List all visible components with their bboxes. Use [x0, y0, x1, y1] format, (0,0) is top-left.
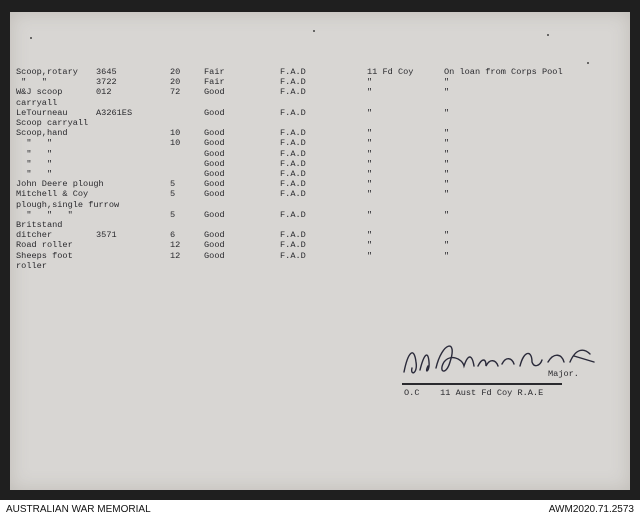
cell-qty: 12 — [170, 240, 181, 251]
cell-rem: " — [444, 128, 450, 139]
cell-loc: F.A.D — [280, 230, 306, 241]
cell-rem: " — [444, 230, 450, 241]
cell-item: LeTourneau — [16, 107, 68, 118]
cell-cond: Good — [204, 169, 225, 179]
cell-rem: " — [444, 189, 450, 200]
list-row — [10, 118, 630, 128]
cell-rem: " — [444, 138, 450, 149]
cell-unit: " — [367, 158, 373, 169]
cell-loc: F.A.D — [280, 87, 306, 98]
cell-qty: 5 — [170, 179, 176, 190]
cell-loc: F.A.D — [280, 240, 306, 251]
cell-unit: " — [367, 77, 373, 88]
list-row — [10, 77, 630, 87]
list-row — [10, 179, 630, 189]
cell-item: Scoop,rotary — [16, 67, 78, 77]
officer-unit: O.C 11 Aust Fd Coy R.A.E — [404, 388, 544, 398]
cell-qty: 12 — [170, 250, 181, 261]
archive-credit: AUSTRALIAN WAR MEMORIAL — [6, 504, 151, 515]
cell-unit: " — [367, 138, 373, 149]
cell-rem: " — [444, 169, 450, 179]
cell-num: 012 — [96, 87, 112, 98]
cell-cond: Good — [204, 250, 225, 261]
cell-qty: 72 — [170, 87, 181, 98]
list-row — [10, 159, 630, 169]
cell-rem: " — [444, 240, 450, 251]
cell-qty: 5 — [170, 189, 176, 200]
cell-num: 3645 — [96, 67, 117, 77]
cell-rem: " — [444, 77, 450, 88]
cell-cond: Fair — [204, 67, 225, 77]
list-row — [10, 200, 630, 210]
list-row — [10, 67, 630, 77]
list-row — [10, 230, 630, 240]
cell-item: " " — [16, 169, 53, 179]
cell-rem: " — [444, 148, 450, 159]
cell-num: 3571 — [96, 230, 117, 241]
signature-underline — [402, 383, 562, 385]
paper-mark — [587, 62, 589, 64]
cell-loc: F.A.D — [280, 128, 306, 139]
cell-cond: Good — [204, 87, 225, 98]
list-row — [10, 251, 630, 261]
cell-num: 3722 — [96, 77, 117, 88]
cell-cond: Good — [204, 179, 225, 190]
cell-cond: Good — [204, 240, 225, 251]
cell-qty: 5 — [170, 209, 176, 220]
list-row — [10, 149, 630, 159]
cell-rem: " — [444, 87, 450, 98]
cell-rem: On loan from Corps Pool — [444, 67, 563, 77]
cell-item: ditcher — [16, 230, 53, 241]
cell-unit: " — [367, 250, 373, 261]
paper-mark — [547, 34, 549, 36]
cell-item: Scoop,hand — [16, 128, 68, 139]
cell-qty: 10 — [170, 138, 181, 149]
cell-unit: " — [367, 209, 373, 220]
cell-rem: " — [444, 179, 450, 190]
cell-loc: F.A.D — [280, 169, 306, 179]
cell-item: " " — [16, 148, 53, 159]
list-row — [10, 138, 630, 148]
cell-loc: F.A.D — [280, 189, 306, 200]
cell-cond: Good — [204, 189, 225, 200]
cell-unit: " — [367, 169, 373, 179]
cell-rem: " — [444, 209, 450, 220]
cell-cond: Fair — [204, 77, 225, 88]
cell-cond: Good — [204, 128, 225, 139]
cell-item: Scoop carryall — [16, 118, 89, 128]
cell-loc: F.A.D — [280, 138, 306, 149]
cell-unit: " — [367, 230, 373, 241]
cell-num: A3261ES — [96, 107, 133, 118]
cell-rem: " — [444, 107, 450, 118]
cell-unit: 11 Fd Coy — [367, 67, 414, 77]
list-row — [10, 220, 630, 230]
svg-text:L C Nicholls Lieut: L C Nicholls Lieut — [398, 332, 409, 333]
list-row — [10, 189, 630, 199]
cell-qty: 20 — [170, 77, 181, 88]
cell-item: " " " — [16, 209, 73, 220]
cell-loc: F.A.D — [280, 107, 306, 118]
cell-qty: 10 — [170, 128, 181, 139]
cell-item: W&J scoop — [16, 87, 63, 98]
officer-rank: Major. — [548, 369, 579, 379]
cell-item: roller — [16, 260, 47, 271]
cell-loc: F.A.D — [280, 209, 306, 220]
cell-loc: F.A.D — [280, 158, 306, 169]
cell-unit: " — [367, 107, 373, 118]
cell-unit: " — [367, 148, 373, 159]
cell-qty: 6 — [170, 230, 176, 241]
cell-item: " " — [16, 158, 53, 169]
cell-item: plough,single furrow — [16, 199, 120, 210]
cell-cond: Good — [204, 230, 225, 241]
list-row — [10, 87, 630, 97]
paper-mark — [30, 37, 32, 39]
cell-loc: F.A.D — [280, 148, 306, 159]
list-row — [10, 169, 630, 179]
cell-item: John Deere plough — [16, 179, 104, 190]
cell-unit: " — [367, 179, 373, 190]
cell-cond: Good — [204, 158, 225, 169]
list-row — [10, 210, 630, 220]
cell-unit: " — [367, 189, 373, 200]
cell-rem: " — [444, 250, 450, 261]
cell-item: Mitchell & Coy — [16, 189, 89, 200]
cell-rem: " — [444, 158, 450, 169]
cell-unit: " — [367, 240, 373, 251]
cell-item: " " — [16, 77, 47, 88]
cell-loc: F.A.D — [280, 77, 306, 88]
cell-item: carryall — [16, 97, 58, 108]
cell-cond: Good — [204, 138, 225, 149]
cell-item: Road roller — [16, 240, 73, 251]
cell-cond: Good — [204, 209, 225, 220]
cell-loc: F.A.D — [280, 179, 306, 190]
cell-item: Britstand — [16, 220, 63, 230]
cell-unit: " — [367, 128, 373, 139]
accession-number: AWM2020.71.2573 — [548, 504, 634, 515]
cell-loc: F.A.D — [280, 250, 306, 261]
cell-qty: 20 — [170, 67, 181, 77]
paper-mark — [313, 30, 315, 32]
cell-cond: Good — [204, 148, 225, 159]
list-row — [10, 261, 630, 271]
cell-item: Sheeps foot — [16, 250, 73, 261]
list-row — [10, 108, 630, 118]
cell-item: " " — [16, 138, 53, 149]
cell-unit: " — [367, 87, 373, 98]
list-row — [10, 128, 630, 138]
list-row — [10, 98, 630, 108]
cell-loc: F.A.D — [280, 67, 306, 77]
document-page — [10, 12, 630, 490]
cell-cond: Good — [204, 107, 225, 118]
list-row — [10, 240, 630, 250]
